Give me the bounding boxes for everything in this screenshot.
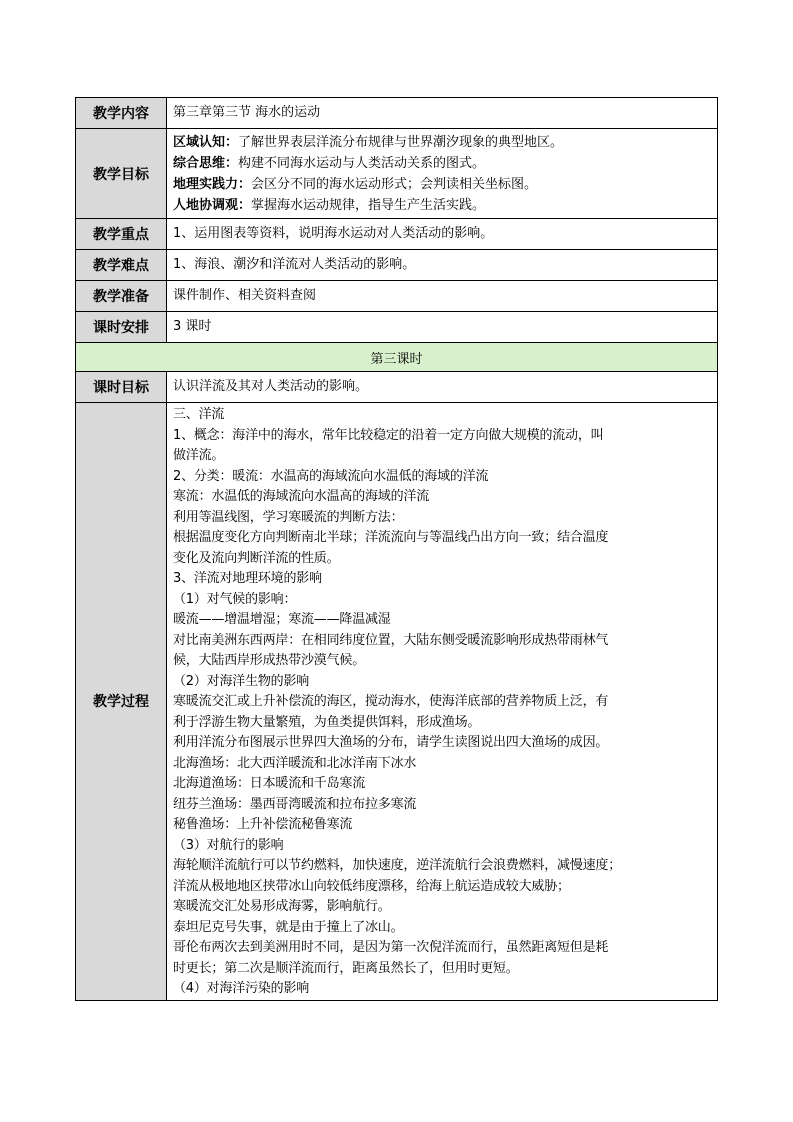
process-line: 寒暖流交汇或上升补偿流的海区，搅动海水，使海洋底部的营养物质上泛，有 [173, 694, 609, 709]
process-line: 北海道渔场：日本暖流和千岛寒流 [173, 776, 366, 791]
process-line: 2、分类：暖流：水温高的海域流向水温低的海域的洋流 [173, 468, 489, 484]
process-line: （2）对海洋生物的影响 [173, 673, 310, 689]
goal-key: 人地协调观： [173, 197, 252, 213]
goal-text: 会区分不同的海水运动形式；会判读相关坐标图。 [251, 176, 538, 192]
process-line: 洋流从极地地区挟带冰山向较低纬度漂移，给海上航运造成较大威胁； [173, 878, 570, 894]
process-line: 做洋流。 [173, 448, 225, 463]
row-goals [76, 129, 718, 219]
label-key-points: 教学重点 [76, 219, 167, 250]
goal-item [173, 153, 713, 174]
row-lesson-goal [76, 372, 718, 403]
label-lesson-goal: 课时目标 [76, 372, 167, 403]
process-line: 时更长；第二次是顺洋流而行，距离虽然长了，但用时更短。 [173, 960, 519, 976]
section-title: 第三课时 [76, 343, 718, 372]
label-preparation: 教学准备 [76, 281, 167, 312]
process-line: （1）对气候的影响： [173, 591, 297, 607]
row-schedule [76, 312, 718, 343]
goal-item [173, 132, 713, 153]
process-line: 泰坦尼克号失事，就是由于撞上了冰山。 [173, 919, 404, 935]
value-goals [167, 129, 718, 219]
goal-text: 构建不同海水运动与人类活动关系的图式。 [238, 155, 486, 171]
value-schedule: 3 课时 [167, 312, 718, 343]
row-section [76, 343, 718, 372]
row-difficulties [76, 250, 718, 281]
label-difficulties: 教学难点 [76, 250, 167, 281]
process-line: 对比南美洲东西两岸：在相同纬度位置，大陆东侧受暖流影响形成热带雨林气 [173, 632, 609, 648]
process-line: 寒暖流交汇处易形成海雾，影响航行。 [173, 899, 391, 914]
goal-text: 掌握海水运动规律，指导生产生活实践。 [251, 197, 486, 213]
value-lesson-goal: 认识洋流及其对人类活动的影响。 [167, 372, 718, 403]
value-content: 第三章第三节 海水的运动 [167, 98, 718, 129]
process-line: （4）对海洋污染的影响 [173, 981, 310, 996]
process-line: 利用等温线图，学习寒暖流的判断方法： [173, 509, 404, 525]
process-line: 三、洋流 [173, 407, 225, 422]
value-process [167, 403, 718, 1001]
row-key-points [76, 219, 718, 250]
process-line: 3、洋流对地理环境的影响 [173, 571, 322, 586]
process-line: 海轮顺洋流航行可以节约燃料，加快速度，逆洋流航行会浪费燃料，减慢速度； [173, 858, 622, 873]
process-line: 根据温度变化方向判断南北半球；洋流流向与等温线凸出方向一致；结合温度 [173, 530, 609, 545]
process-line: 变化及流向判断洋流的性质。 [173, 550, 340, 566]
process-line: （3）对航行的影响 [173, 837, 284, 853]
label-content: 教学内容 [76, 98, 167, 129]
row-content [76, 98, 718, 129]
goal-item [173, 174, 713, 195]
goal-text: 了解世界表层洋流分布规律与世界潮汐现象的典型地区。 [238, 134, 564, 150]
goal-key: 地理实践力： [173, 176, 252, 192]
lesson-plan-table [75, 97, 718, 1001]
process-line: 候，大陆西岸形成热带沙漠气候。 [173, 653, 366, 668]
label-goals: 教学目标 [76, 129, 167, 219]
process-line: 利于浮游生物大量繁殖，为鱼类提供饵料，形成渔场。 [173, 714, 481, 730]
process-line: 暖流——增温增湿；寒流——降温减湿 [173, 612, 391, 627]
process-line: 哥伦布两次去到美洲用时不同，是因为第一次倪洋流而行，虽然距离短但是耗 [173, 940, 609, 955]
process-line: 北海渔场：北大西洋暖流和北冰洋南下冰水 [173, 755, 417, 771]
label-schedule: 课时安排 [76, 312, 167, 343]
row-preparation [76, 281, 718, 312]
process-line: 纽芬兰渔场：墨西哥湾暖流和拉布拉多寒流 [173, 796, 417, 812]
goal-item [173, 195, 713, 216]
row-process [76, 403, 718, 1001]
process-line: 利用洋流分布图展示世界四大渔场的分布，请学生读图说出四大渔场的成因。 [173, 735, 609, 750]
label-process: 教学过程 [76, 403, 167, 1001]
process-line: 寒流：水温低的海域流向水温高的海域的洋流 [173, 489, 430, 504]
value-preparation: 课件制作、相关资料查阅 [167, 281, 718, 312]
value-difficulties: 1、海浪、潮汐和洋流对人类活动的影响。 [167, 250, 718, 281]
process-line: 1、概念：海洋中的海水，常年比较稳定的沿着一定方向做大规模的流动，叫 [173, 427, 604, 443]
goal-key: 综合思维： [173, 155, 239, 171]
process-line: 秘鲁渔场：上升补偿流秘鲁寒流 [173, 817, 353, 832]
value-key-points: 1、运用图表等资料，说明海水运动对人类活动的影响。 [167, 219, 718, 250]
goal-key: 区域认知： [173, 134, 239, 150]
